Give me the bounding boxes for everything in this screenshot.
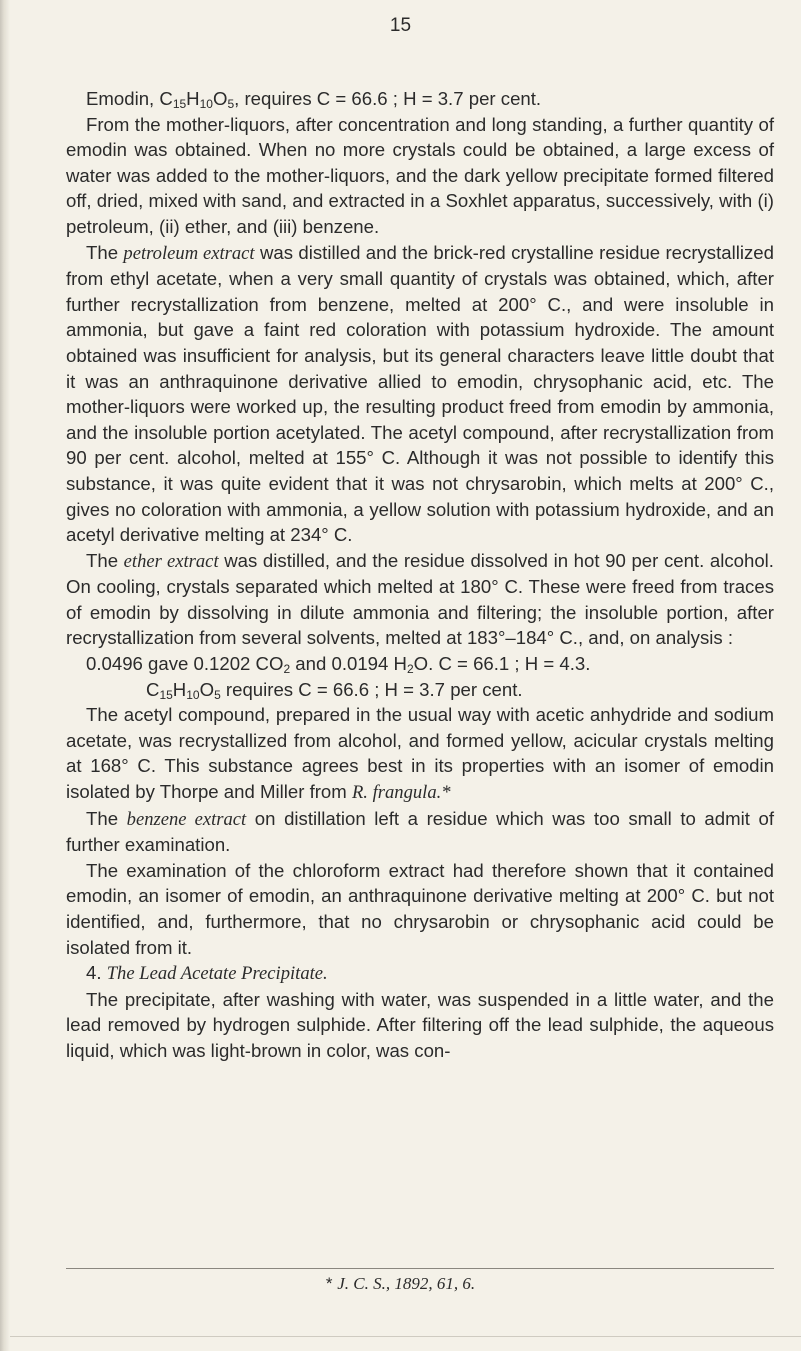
subscript: 10 [199,97,213,111]
paragraph-ether-extract [66,548,774,651]
footnote-reference[interactable]: R. frangula.* [351,782,451,804]
page-body [66,86,774,1064]
formula-h: H [186,88,200,109]
paragraph-petroleum-extract [66,240,774,548]
paragraph-text: was distilled and the brick-red crystalline residue recrystallized from ethyl acetate, when a very small quantity of crystals was obtained, which, after further recrystallization from benzene, melted at 200° C., and were insoluble in ammonia, but gave a faint red coloration with potassium hydroxide. The amount obtained was insufficient for analysis, but its general characters leave little doubt that it was an anthraquinone derivative allied to emodin, chrysophanic acid, etc. The mother-liquors were worked up, the resulting product freed from emodin by ammonia, and the insoluble portion acetylated. The acetyl compound, after recrystallization from 90 per cent. alcohol, melted at 155° C. Although it was not possible to identify this substance, it was quite evident that it was not chrysarobin, which melts at 200° C., gives no coloration with ammonia, a yellow solution with potassium hydroxide, and an acetyl derivative melting at 234° C. [66,241,774,546]
formula-o: O [212,88,228,109]
subscript: 2 [283,662,291,677]
ether-extract-term: ether extract [123,550,219,572]
subscript: 5 [214,687,221,702]
footnote-divider [66,1268,774,1269]
emodin-formula-label: Emodin, C [86,88,173,109]
analysis-text: requires C = 66.6 ; H = 3.7 per cent. [220,678,523,700]
petroleum-extract-term: petroleum extract [123,242,255,264]
paragraph-benzene-extract [66,806,774,858]
section-number: 4. [86,962,102,984]
footnote-marker: * [325,1274,333,1293]
paragraph-formula [66,86,774,112]
page-left-edge [0,0,10,1351]
paragraph-mother-liquors: From the mother-liquors, after concentration and long standing, a further quantity of emodin was obtained. When no more crystals could be obtained, a large excess of water was added to the mother-liquors, and the dark yellow precipitate formed filtered off, dried, mixed with sand, and extracted in a Soxhlet apparatus, successively, with (i) petroleum, (ii) ether, and (iii) benzene. [66,113,774,237]
analysis-text: and 0.0194 H [290,653,407,675]
word-the: The [86,549,119,571]
paragraph-text: on distillation left a residue which was too small to admit of further examination. [66,807,774,856]
section-title: The Lead Acetate Precipitate. [106,963,328,985]
benzene-extract-term: benzene extract [126,808,247,830]
section-heading [66,960,774,987]
formula-requirement: , requires C = 66.6 ; H = 3.7 per cent. [234,88,542,109]
footnote-text: J. C. S., 1892, 61, 6. [337,1274,476,1293]
analysis-text: 0.0496 gave 0.1202 CO [86,653,284,675]
footnote [0,1274,801,1294]
paragraph-text: was distilled, and the residue dissolved in hot 90 per cent. alcohol. On cooling, crystals separated which melted at 180° C. These were freed from traces of emodin by dissolving in dilute ammonia and filtering; the insoluble portion, after recrystallization from several solvents, melted at 183°–184° C., and, on analysis : [66,549,774,649]
subscript: 15 [159,687,173,702]
page-number: 15 [389,15,412,36]
page-bottom-edge [10,1336,801,1337]
word-the: The [86,241,119,263]
paragraph-text: The acetyl compound, prepared in the usual way with acetic anhydride and sodium acetate, was recrystallized from alcohol, and formed yellow, acicular crystals melting at 168° C. This substance agrees best in its properties with an isomer of emodin isolated by Thorpe and Miller from [66,704,774,803]
formula-o: O [199,678,215,700]
analysis-line-2 [66,677,774,703]
formula-h: H [172,678,187,700]
paragraph-lead-acetate: The precipitate, after washing with water, was suspended in a little water, and the lead removed by hydrogen sulphide. After filtering off the lead sulphide, the aqueous liquid, which was light-brown in color, was con- [66,988,774,1061]
formula-c: C [146,678,160,700]
subscript: 10 [186,687,200,702]
paragraph-acetyl-compound [66,702,774,805]
analysis-line-1 [66,651,774,677]
analysis-text: O. C = 66.1 ; H = 4.3. [413,653,591,675]
word-the: The [86,807,119,829]
subscript: 5 [227,97,235,111]
paragraph-summary: The examination of the chloroform extract had therefore shown that it contained emodin, an isomer of emodin, an anthraquinone derivative melting at 200° C. but not identified, and, furthermore, that no chrysarobin or chrysophanic acid could be isolated from it. [66,859,774,958]
subscript: 15 [172,97,187,111]
subscript: 2 [406,662,414,677]
